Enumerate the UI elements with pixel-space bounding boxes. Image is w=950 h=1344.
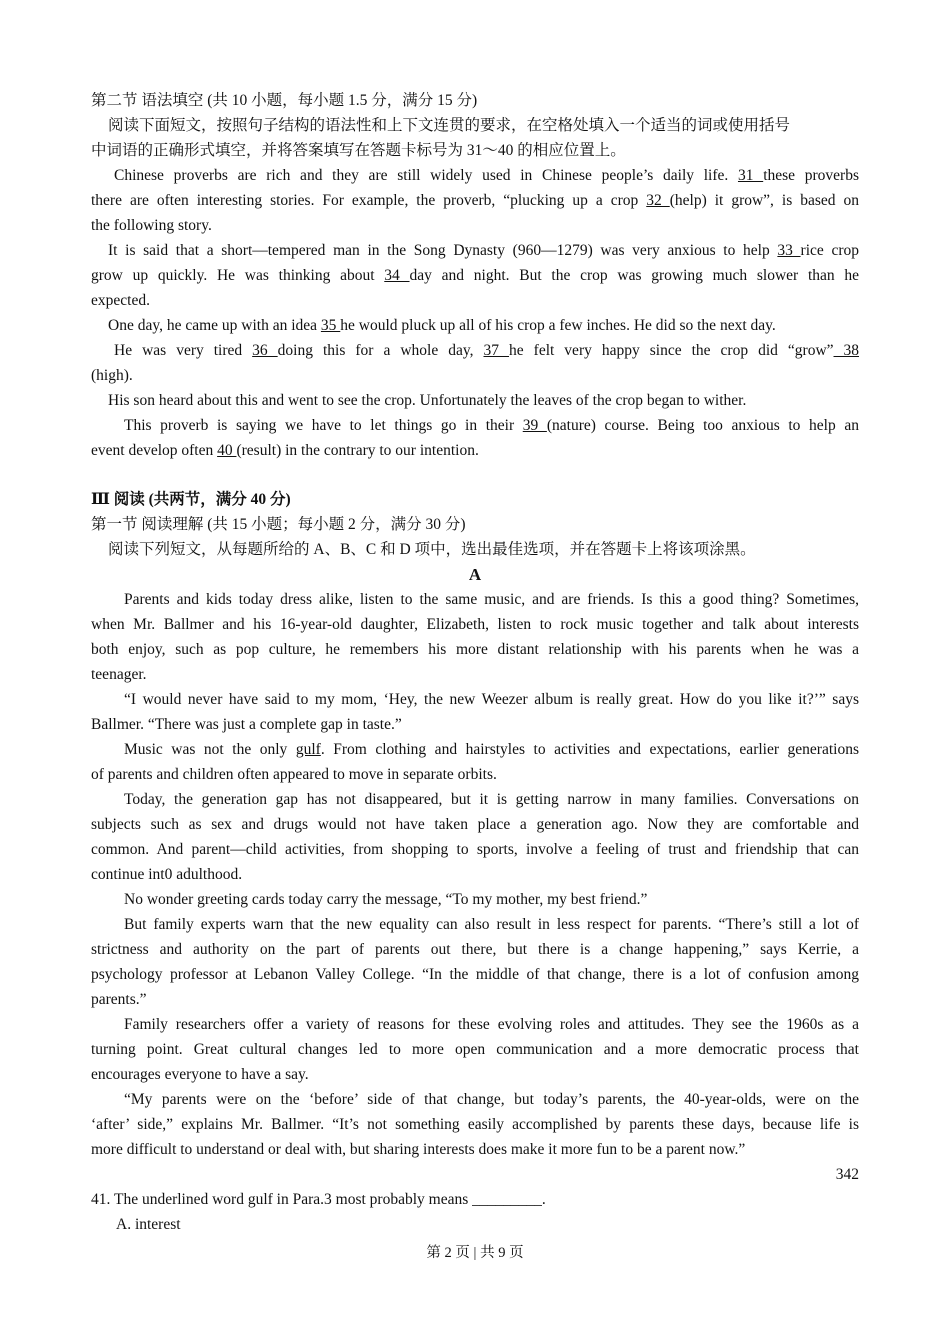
passage-line: “My parents were on the ‘before’ side of that change, but today’s parents, the 40-year-olds, were on the <box>124 1091 859 1108</box>
grammar-line <box>91 413 859 438</box>
text-span: he felt very happy since the crop did “grow” <box>509 342 834 359</box>
passage-line: strictness and authority on the part of parents out there, but there is a change happening,” says Kerrie, a <box>91 941 859 958</box>
blank-36: 36 <box>252 342 278 359</box>
underlined-word-gulf: gulf <box>295 741 321 758</box>
grammar-instruction-2: 中词语的正确形式填空，并将答案填写在答题卡标号为 31～40 的相应位置上。 <box>91 142 626 159</box>
page-footer: 第 2 页 | 共 9 页 <box>426 1245 524 1261</box>
blank-34: 34 <box>384 267 410 284</box>
blank-37: 37 <box>483 342 510 359</box>
text-span: Music was not the only <box>124 741 296 758</box>
text-span: (result) in the contrary to our intention. <box>236 442 479 459</box>
passage-line: But family experts warn that the new equality can also result in less respect for parents. “There’s still a lot of <box>124 916 859 933</box>
grammar-instruction-1: 阅读下面短文，按照句子结构的语法性和上下文连贯的要求，在空格处填入一个适当的词或使用括号 <box>108 117 791 134</box>
passage-line: encourages everyone to have a say. <box>91 1066 309 1083</box>
text-span: he would pluck up all of his crop a few inches. He did so the next day. <box>340 317 776 334</box>
text-span: these proverbs <box>763 167 859 184</box>
passage-line: teenager. <box>91 666 147 683</box>
passage-line: turning point. Great cultural changes led to more open communication and a more democratic process that <box>91 1041 859 1058</box>
passage-line: both enjoy, such as pop culture, he remembers his more distant relationship with his parents when he was a <box>91 641 859 658</box>
grammar-heading: 第二节 语法填空 (共 10 小题，每小题 1.5 分，满分 15 分) <box>91 92 478 109</box>
text-span: It is said that a short—tempered man in the Song Dynasty (960—1279) was very anxious to help <box>108 242 778 259</box>
blank-35: 35 <box>320 317 341 334</box>
question-41: 41. The underlined word gulf in Para.3 most probably means _________. <box>91 1191 546 1208</box>
passage-line: common. And parent—child activities, from shopping to sports, involve a feeling of trust and friendship that can <box>91 841 859 858</box>
spacer <box>91 463 859 487</box>
text-span: grow up quickly. He was thinking about <box>91 267 385 284</box>
text-span: doing this for a whole day, <box>277 342 484 359</box>
reading-sub-heading: 第一节 阅读理解 (共 15 小题；每小题 2 分，满分 30 分) <box>91 516 466 533</box>
blank-38: 38 <box>833 342 859 359</box>
reading-section-heading: Ⅲ 阅读 (共两节，满分 40 分) <box>91 491 291 508</box>
word-count: 342 <box>835 1166 859 1183</box>
text-span: rice crop <box>800 242 859 259</box>
passage-line: ‘after’ side,” explains Mr. Ballmer. “It’s not something easily accomplished by parents these days, because life is <box>91 1116 859 1133</box>
passage-line: more difficult to understand or deal with, but sharing interests does make it more fun to be a parent now.” <box>91 1141 746 1158</box>
text-span: there are often interesting stories. For example, the proverb, “plucking up a crop <box>91 192 647 209</box>
passage-line: “I would never have said to my mom, ‘Hey, the new Weezer album is really great. How do you like it?’” says <box>124 691 859 708</box>
reading-instruction: 阅读下列短文，从每题所给的 A、B、C 和 D 项中，选出最佳选项，并在答题卡上将该项涂黑。 <box>108 541 756 558</box>
passage-line: Family researchers offer a variety of reasons for these evolving roles and attitudes. They see the 1960s as a <box>124 1016 859 1033</box>
page-content <box>91 88 859 1237</box>
grammar-line: the following story. <box>91 217 212 234</box>
grammar-line <box>91 338 859 363</box>
grammar-line <box>91 313 859 338</box>
passage-title: A <box>468 565 482 584</box>
passage-line: continue int0 adulthood. <box>91 866 243 883</box>
grammar-line: His son heard about this and went to see the crop. Unfortunately the leaves of the crop began to wither. <box>108 392 747 409</box>
text-span: . From clothing and hairstyles to activities and expectations, earlier generations <box>320 741 859 758</box>
text-span: (nature) course. Being too anxious to help an <box>546 417 859 434</box>
grammar-line <box>91 188 859 213</box>
grammar-line: (high). <box>91 367 133 384</box>
passage-line: when Mr. Ballmer and his 16-year-old daughter, Elizabeth, listen to rock music together and talk about interests <box>91 616 859 633</box>
passage-line: Parents and kids today dress alike, listen to the same music, and are friends. Is this a good thing? Sometimes, <box>124 591 859 608</box>
passage-line: psychology professor at Lebanon Valley College. “In the middle of that change, there is a lot of confusion among <box>91 966 859 983</box>
grammar-line <box>91 163 859 188</box>
grammar-line: expected. <box>91 292 150 309</box>
blank-31: 31 <box>737 167 764 184</box>
grammar-line <box>91 438 859 463</box>
text-span: One day, he came up with an idea <box>108 317 321 334</box>
blank-40: 40 <box>217 442 237 459</box>
passage-line: Ballmer. “There was just a complete gap in taste.” <box>91 716 402 733</box>
text-span: He was very tired <box>114 342 253 359</box>
text-span: This proverb is saying we have to let things go in their <box>124 417 523 434</box>
blank-32: 32 <box>646 192 670 209</box>
passage-line: of parents and children often appeared to move in separate orbits. <box>91 766 497 783</box>
grammar-line <box>91 263 859 288</box>
grammar-line <box>91 238 859 263</box>
passage-line: Today, the generation gap has not disappeared, but it is getting narrow in many families. Conversations on <box>124 791 859 808</box>
text-span: day and night. But the crop was growing much slower than he <box>409 267 859 284</box>
blank-33: 33 <box>777 242 801 259</box>
text-span: (help) it grow”, is based on <box>669 192 859 209</box>
passage-line: No wonder greeting cards today carry the message, “To my mother, my best friend.” <box>124 891 648 908</box>
passage-line: parents.” <box>91 991 147 1008</box>
blank-39: 39 <box>522 417 547 434</box>
passage-line: subjects such as sex and drugs would not have taken place a generation ago. Now they are comfortable and <box>91 816 859 833</box>
question-41-option-a: A. interest <box>116 1216 181 1233</box>
passage-line <box>91 737 859 762</box>
text-span: event develop often <box>91 442 218 459</box>
text-span: Chinese proverbs are rich and they are still widely used in Chinese people’s daily life. <box>114 167 738 184</box>
